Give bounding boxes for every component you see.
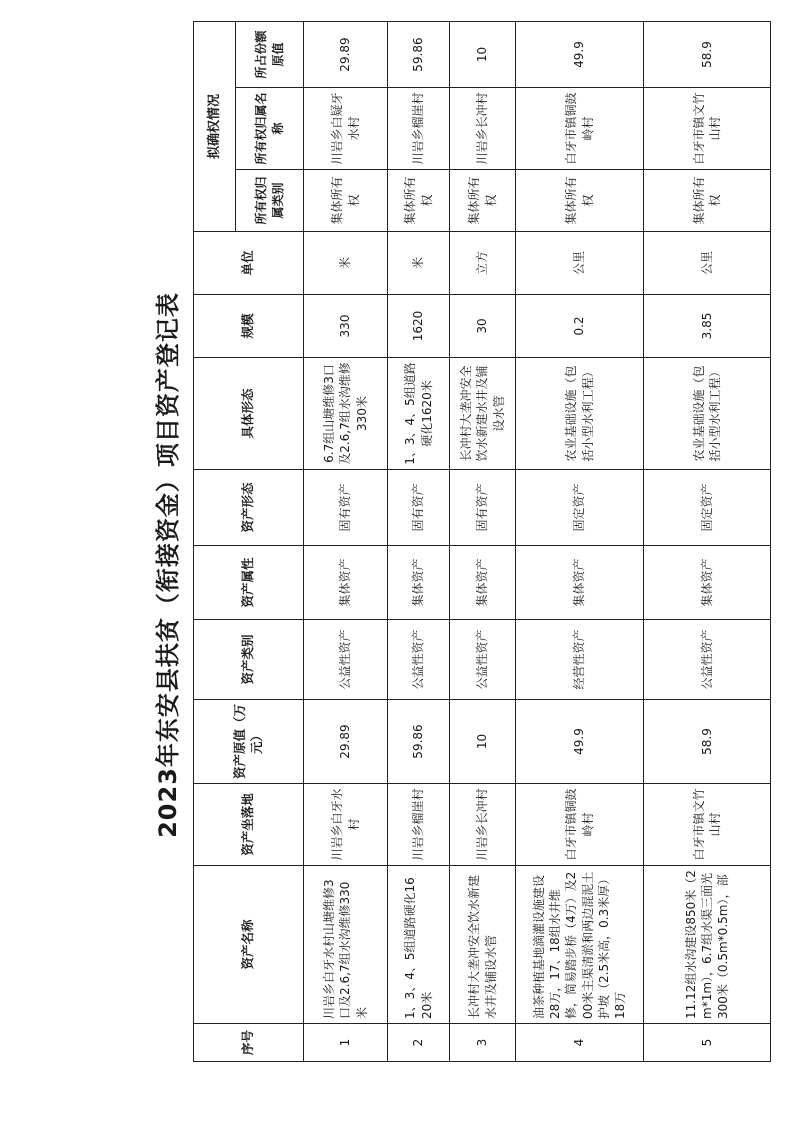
cell-share: 10 xyxy=(450,22,516,88)
header-scale: 规模 xyxy=(194,295,304,358)
header-seq: 序号 xyxy=(194,1024,304,1062)
cell-unit: 公里 xyxy=(644,232,771,295)
cell-detail: 长冲村大垄冲安全饮水新建水井及铺设水管 xyxy=(450,358,516,470)
cell-attribute: 集体资产 xyxy=(388,546,450,620)
table-row xyxy=(388,22,450,1062)
cell-seq: 4 xyxy=(516,1024,644,1062)
header-ownership-group: 拟确权情况 xyxy=(194,22,236,232)
cell-scale: 1620 xyxy=(388,295,450,358)
asset-register-table xyxy=(193,21,771,1062)
cell-category: 公益性资产 xyxy=(304,620,388,700)
cell-own-name: 川岩乡长冲村 xyxy=(450,88,516,170)
cell-value: 10 xyxy=(450,700,516,784)
cell-category: 公益性资产 xyxy=(644,620,771,700)
header-detail: 具体形态 xyxy=(194,358,304,470)
cell-scale: 30 xyxy=(450,295,516,358)
header-category: 资产类别 xyxy=(194,620,304,700)
cell-seq: 2 xyxy=(388,1024,450,1062)
cell-share: 58.9 xyxy=(644,22,771,88)
cell-own-type: 集体所有权 xyxy=(450,170,516,232)
cell-location: 川岩乡榴崖村 xyxy=(388,784,450,866)
cell-category: 公益性资产 xyxy=(450,620,516,700)
cell-attribute: 集体资产 xyxy=(644,546,771,620)
header-attribute: 资产属性 xyxy=(194,546,304,620)
cell-location: 白牙市镇文竹山村 xyxy=(644,784,771,866)
header-name: 资产名称 xyxy=(194,866,304,1024)
cell-own-name: 川岩乡榴崖村 xyxy=(388,88,450,170)
cell-form: 固有资产 xyxy=(304,470,388,546)
page-title: 2023年东安县扶贫（衔接资金）项目资产登记表 xyxy=(153,292,182,838)
header-form: 资产形态 xyxy=(194,470,304,546)
cell-form: 固有资产 xyxy=(388,470,450,546)
cell-own-name: 川岩乡白疑牙水村 xyxy=(304,88,388,170)
cell-name: 油茶种植基地滴灌设施建设28万，17、18组水井维修，简易踏步桥（4万）及200米主渠清淤和两边混泥土护坡（2.5米高，0.3米厚）18万 xyxy=(516,866,644,1024)
cell-detail: 6.7组山塘维修3口及2.6,7组水沟维修330米 xyxy=(304,358,388,470)
cell-attribute: 集体资产 xyxy=(304,546,388,620)
cell-form: 固有资产 xyxy=(450,470,516,546)
header-value: 资产原值（万元） xyxy=(194,700,304,784)
cell-seq: 5 xyxy=(644,1024,771,1062)
cell-detail: 农业基础设施（包括小型水利工程） xyxy=(516,358,644,470)
cell-seq: 1 xyxy=(304,1024,388,1062)
cell-form: 固定资产 xyxy=(644,470,771,546)
header-location: 资产坐落地 xyxy=(194,784,304,866)
cell-scale: 0.2 xyxy=(516,295,644,358)
cell-scale: 330 xyxy=(304,295,388,358)
cell-location: 白牙市镇铜鼓岭村 xyxy=(516,784,644,866)
cell-name: 1、3、4、5组道路硬化1620米 xyxy=(388,866,450,1024)
header-own-name: 所有权归属名称 xyxy=(236,88,304,170)
asset-table-wrapper xyxy=(193,22,770,1062)
cell-value: 49.9 xyxy=(516,700,644,784)
cell-location: 川岩乡长冲村 xyxy=(450,784,516,866)
cell-own-type: 集体所有权 xyxy=(516,170,644,232)
cell-own-name: 白牙市镇铜鼓岭村 xyxy=(516,88,644,170)
header-share: 所占份额原值 xyxy=(236,22,304,88)
cell-scale: 3.85 xyxy=(644,295,771,358)
cell-unit: 米 xyxy=(388,232,450,295)
cell-share: 29.89 xyxy=(304,22,388,88)
cell-value: 29.89 xyxy=(304,700,388,784)
cell-name: 川岩乡白牙水村山塘维修3口及2.6,7组水沟维修330米 xyxy=(304,866,388,1024)
cell-share: 59.86 xyxy=(388,22,450,88)
cell-category: 公益性资产 xyxy=(388,620,450,700)
cell-location: 川岩乡白牙水村 xyxy=(304,784,388,866)
cell-own-type: 集体所有权 xyxy=(388,170,450,232)
header-unit: 单位 xyxy=(194,232,304,295)
header-own-type: 所有权归属类别 xyxy=(236,170,304,232)
cell-value: 58.9 xyxy=(644,700,771,784)
table-row xyxy=(644,22,771,1062)
cell-own-type: 集体所有权 xyxy=(644,170,771,232)
table-row xyxy=(450,22,516,1062)
cell-unit: 立方 xyxy=(450,232,516,295)
cell-name: 长冲村大垄冲安全饮水新建水井及铺设水管 xyxy=(450,866,516,1024)
cell-own-name: 白牙市镇文竹山村 xyxy=(644,88,771,170)
cell-share: 49.9 xyxy=(516,22,644,88)
cell-form: 固定资产 xyxy=(516,470,644,546)
cell-attribute: 集体资产 xyxy=(516,546,644,620)
cell-detail: 1、3、4、5组道路硬化1620米 xyxy=(388,358,450,470)
cell-value: 59.86 xyxy=(388,700,450,784)
cell-own-type: 集体所有权 xyxy=(304,170,388,232)
cell-name: 11.12组水沟建设850米（2m*1m），6.7组水渠三面光300米（0.5m*0.5m），部 xyxy=(644,866,771,1024)
cell-seq: 3 xyxy=(450,1024,516,1062)
cell-unit: 米 xyxy=(304,232,388,295)
cell-unit: 公里 xyxy=(516,232,644,295)
title-area xyxy=(140,45,195,1085)
cell-attribute: 集体资产 xyxy=(450,546,516,620)
table-row xyxy=(304,22,388,1062)
table-row xyxy=(516,22,644,1062)
cell-detail: 农业基础设施（包括小型水利工程） xyxy=(644,358,771,470)
cell-category: 经营性资产 xyxy=(516,620,644,700)
